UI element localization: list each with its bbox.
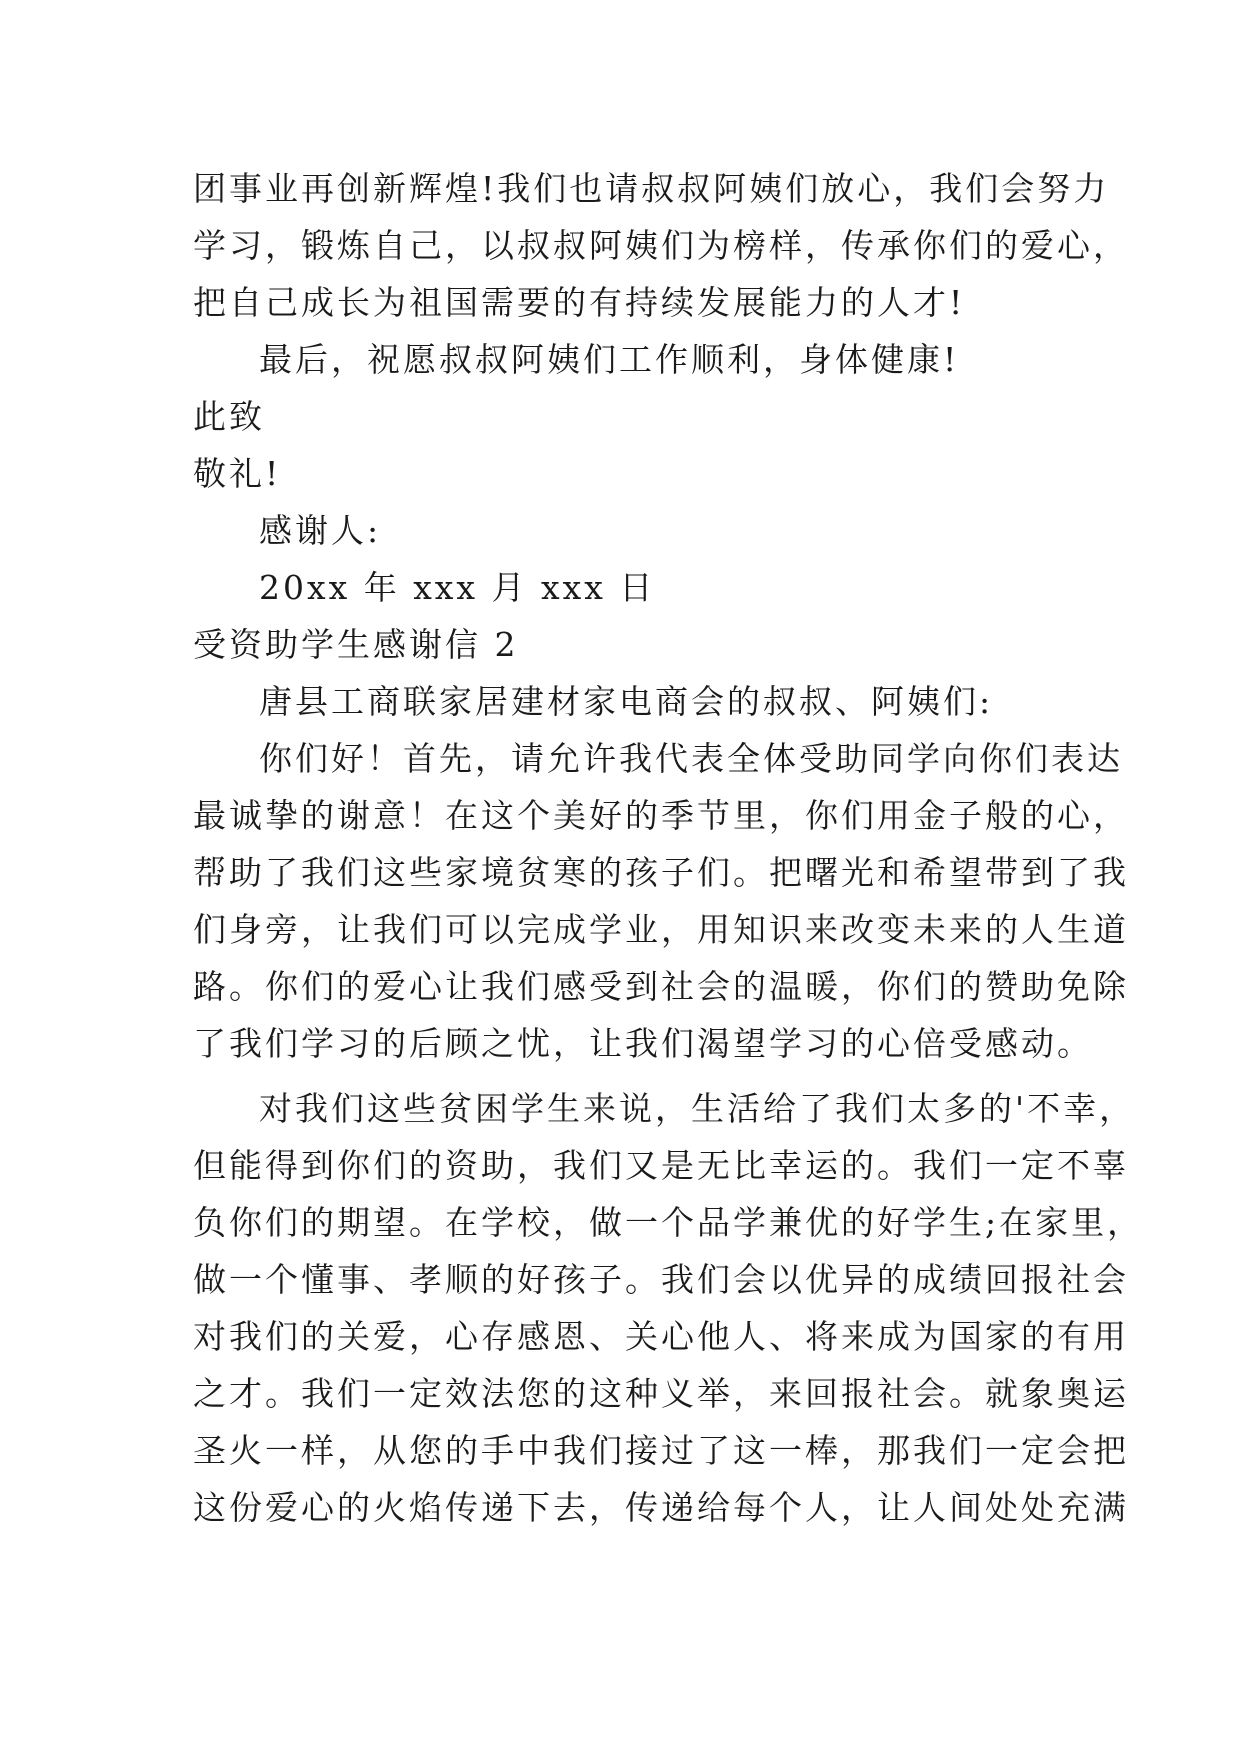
text-line: 你们好！首先，请允许我代表全体受助同学向你们表达 — [259, 739, 1123, 778]
salutation-line-1: 此致 — [193, 397, 265, 436]
text-line: 团事业再创新辉煌!我们也请叔叔阿姨们放心，我们会努力 — [193, 169, 1110, 208]
text-line: 最诚挚的谢意！在这个美好的季节里，你们用金子般的心， — [193, 796, 1129, 835]
text-line: 对我们这些贫困学生来说，生活给了我们太多的'不幸， — [259, 1089, 1136, 1128]
signer-label: 感谢人: — [259, 511, 382, 550]
text-line: 之才。我们一定效法您的这种义举，来回报社会。就象奥运 — [193, 1374, 1129, 1413]
text-line: 但能得到你们的资助，我们又是无比幸运的。我们一定不辜 — [193, 1146, 1129, 1185]
text-line: 圣火一样，从您的手中我们接过了这一棒，那我们一定会把 — [193, 1431, 1129, 1470]
text-line: 负你们的期望。在学校，做一个品学兼优的好学生;在家里， — [193, 1203, 1144, 1242]
text-line: 把自己成长为祖国需要的有持续发展能力的人才! — [193, 283, 966, 322]
text-line: 路。你们的爱心让我们感受到社会的温暖，你们的赞助免除 — [193, 967, 1129, 1006]
text-line: 了我们学习的后顾之忧，让我们渴望学习的心倍受感动。 — [193, 1024, 1093, 1063]
text-line: 帮助了我们这些家境贫寒的孩子们。把曙光和希望带到了我 — [193, 853, 1129, 892]
text-line: 学习，锻炼自己，以叔叔阿姨们为榜样，传承你们的爱心， — [193, 226, 1129, 265]
letter-title: 受资助学生感谢信 2 — [193, 625, 519, 664]
final-wish: 最后，祝愿叔叔阿姨们工作顺利，身体健康! — [259, 340, 960, 379]
text-line: 做一个懂事、孝顺的好孩子。我们会以优异的成绩回报社会 — [193, 1260, 1129, 1299]
salutation-line-2: 敬礼! — [193, 454, 282, 493]
text-line: 对我们的关爱，心存感恩、关心他人、将来成为国家的有用 — [193, 1317, 1129, 1356]
text-line: 们身旁，让我们可以完成学业，用知识来改变未来的人生道 — [193, 910, 1129, 949]
letter-greeting: 唐县工商联家居建材家电商会的叔叔、阿姨们: — [259, 682, 994, 721]
letter-body — [193, 160, 1144, 1536]
text-line: 这份爱心的火焰传递下去，传递给每个人，让人间处处充满 — [193, 1488, 1129, 1527]
letter-date: 20xx 年 xxx 月 xxx 日 — [259, 568, 656, 607]
